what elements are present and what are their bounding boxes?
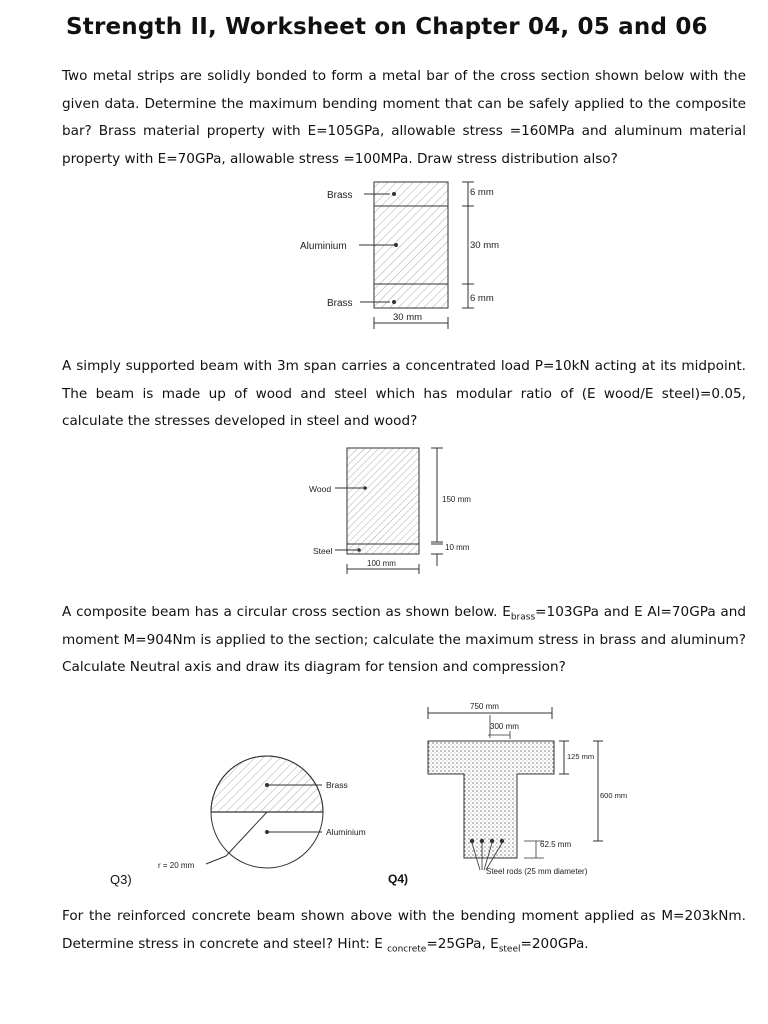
q3-sub-brass: brass xyxy=(510,612,536,623)
q4-text xyxy=(62,903,746,958)
worksheet-title: Strength II, Worksheet on Chapter 04, 05 and 06 xyxy=(66,14,708,40)
q4-rods-label: Steel rods (25 mm diameter) xyxy=(486,867,588,876)
q2-width-dim: 100 mm xyxy=(367,559,396,568)
q3-text-part: A composite beam has a circular cross section as shown below. E xyxy=(62,604,511,620)
q3-text-part: =103GPa and E Al=70GPa and moment M=904Nm is applied to the section; calculate the maximum stress in brass and aluminum? Calculate Neutral axis and draw its diagram for tension and compression? xyxy=(62,604,746,675)
q1-dim-top: 6 mm xyxy=(470,187,494,198)
q1-text: Two metal strips are solidly bonded to form a metal bar of the cross section shown below with the given data. Determine the maximum bending moment that can be safely applied to the composite bar? Brass material property with E=105GPa, allowable stress =160MPa and aluminum material property with E=70GPa, allowable stress =100MPa. Draw stress distribution also? xyxy=(62,68,746,167)
q2-steel-label: Steel xyxy=(313,546,333,556)
q1-width-dim: 30 mm xyxy=(393,312,423,323)
q1-brass-bottom-label: Brass xyxy=(327,298,353,309)
q4-flange-dim: 125 mm xyxy=(567,752,595,761)
q3-radius-label: r = 20 mm xyxy=(158,861,195,870)
q3-figure xyxy=(150,752,390,882)
q4-label: Q4) xyxy=(388,872,409,886)
q4-text-part: =200GPa. xyxy=(520,935,589,952)
q2-steel-dim: 10 mm xyxy=(445,543,470,552)
q3-brass-label: Brass xyxy=(326,780,348,790)
q1-dim-bottom: 6 mm xyxy=(470,293,494,304)
q1-aluminium-label: Aluminium xyxy=(300,241,347,252)
q4-web-dim: 300 mm xyxy=(490,722,519,731)
q2-height-dim: 150 mm xyxy=(442,495,471,504)
q3-text xyxy=(62,599,746,682)
q3-aluminium-label: Aluminium xyxy=(326,827,366,837)
q4-cover-dim: 62.5 mm xyxy=(540,840,572,849)
q4-width-dim: 750 mm xyxy=(470,702,499,711)
q4-text-part: =25GPa, E xyxy=(426,935,499,952)
q4-figure xyxy=(420,698,650,883)
q1-figure xyxy=(290,178,530,343)
q4-depth-dim: 600 mm xyxy=(600,791,628,800)
q1-brass-top-label: Brass xyxy=(327,190,353,201)
q2-wood-label: Wood xyxy=(309,484,332,494)
q4-text-part: For the reinforced concrete beam shown above with the bending moment applied as M=203kNm. Determine stress in concrete and steel? Hint: E xyxy=(62,908,746,952)
q2-text: A simply supported beam with 3m span carries a concentrated load P=10kN acting at its midpoint. The beam is made up of wood and steel which has modular ratio of (E wood/E steel)=0.05, calculate the stresses developed in steel and wood? xyxy=(62,358,746,429)
q4-sub-steel: steel xyxy=(498,944,521,955)
q2-figure xyxy=(305,444,490,579)
q4-sub-concrete: concrete xyxy=(387,944,427,955)
q3-label: Q3) xyxy=(110,872,132,887)
q1-dim-mid: 30 mm xyxy=(470,240,500,251)
